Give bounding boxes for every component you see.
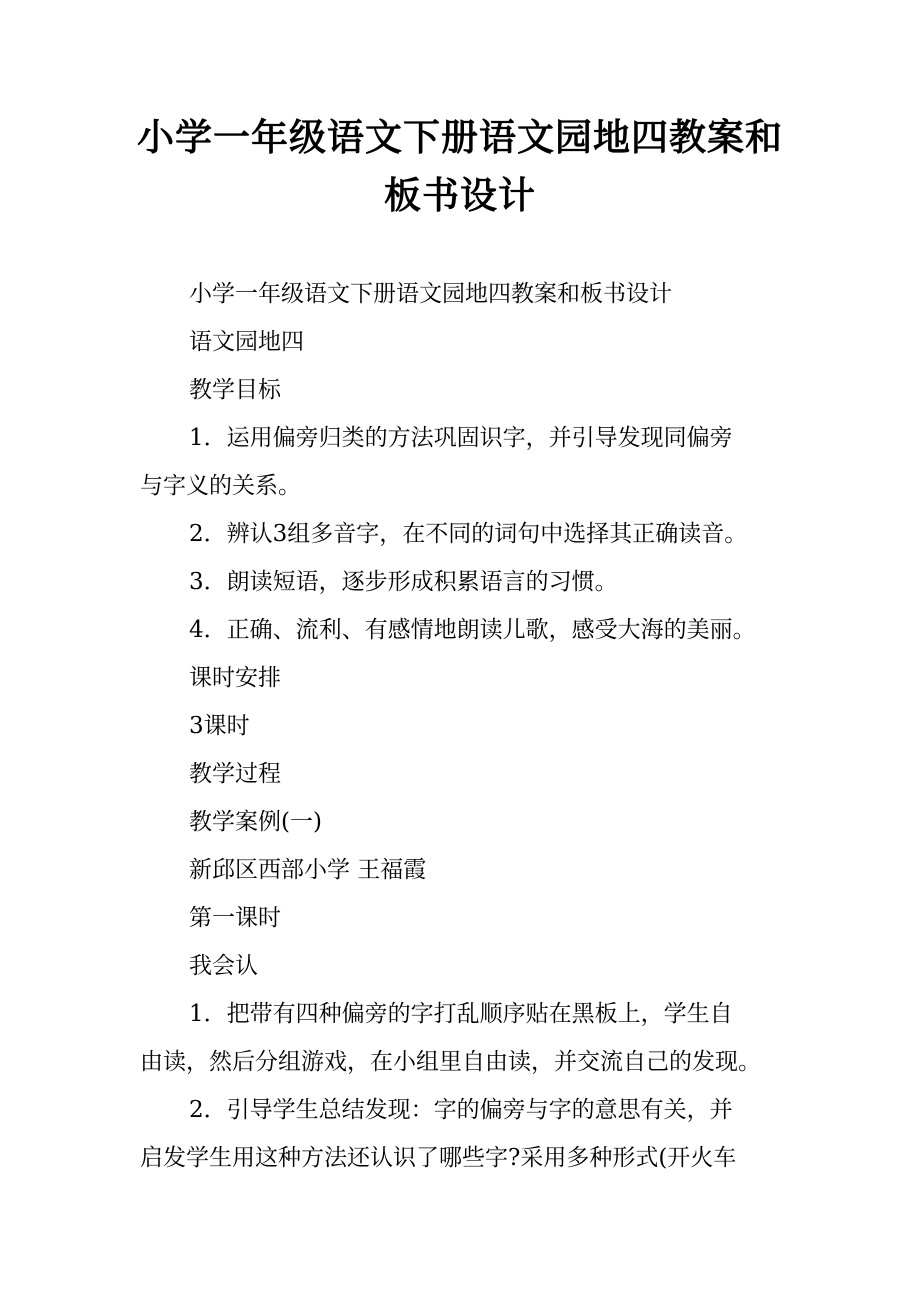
step-2-line-2: 启发学生用这种方法还认识了哪些字?采用多种形式(开火车	[140, 1145, 737, 1171]
heading-objectives: 教学目标	[189, 377, 281, 403]
case-title: 教学案例(一)	[189, 809, 322, 835]
title-line-1: 小学一年级语文下册语文园地四教案和	[137, 115, 783, 159]
title-line-2: 板书设计	[384, 173, 536, 217]
objective-1-line-1: 1．运用偏旁归类的方法巩固识字，并引导发现同偏旁	[189, 425, 733, 451]
paragraph-subtitle: 小学一年级语文下册语文园地四教案和板书设计	[189, 281, 672, 307]
lesson-heading: 第一课时	[189, 905, 281, 931]
subsection-heading: 我会认	[189, 953, 258, 979]
schedule-value: 3课时	[189, 713, 250, 739]
step-1-line-1: 1．把带有四种偏旁的字打乱顺序贴在黑板上，学生自	[189, 1001, 733, 1027]
objective-1-line-2: 与字义的关系。	[140, 473, 301, 499]
heading-process: 教学过程	[189, 761, 281, 787]
objective-4: 4．正确、流利、有感情地朗读儿歌，感受大海的美丽。	[189, 617, 756, 643]
document-body	[140, 270, 795, 1182]
objective-2: 2．辨认3组多音字，在不同的词句中选择其正确读音。	[189, 521, 748, 547]
step-2-line-1: 2．引导学生总结发现：字的偏旁与字的意思有关，并	[189, 1097, 733, 1123]
step-1-line-2: 由读，然后分组游戏，在小组里自由读，并交流自己的发现。	[140, 1049, 761, 1075]
paragraph-section-name: 语文园地四	[189, 329, 304, 355]
document-title	[130, 108, 790, 224]
objective-3: 3．朗读短语，逐步形成积累语言的习惯。	[189, 569, 618, 595]
author-line: 新邱区西部小学 王福霞	[189, 857, 427, 883]
heading-schedule: 课时安排	[189, 665, 281, 691]
